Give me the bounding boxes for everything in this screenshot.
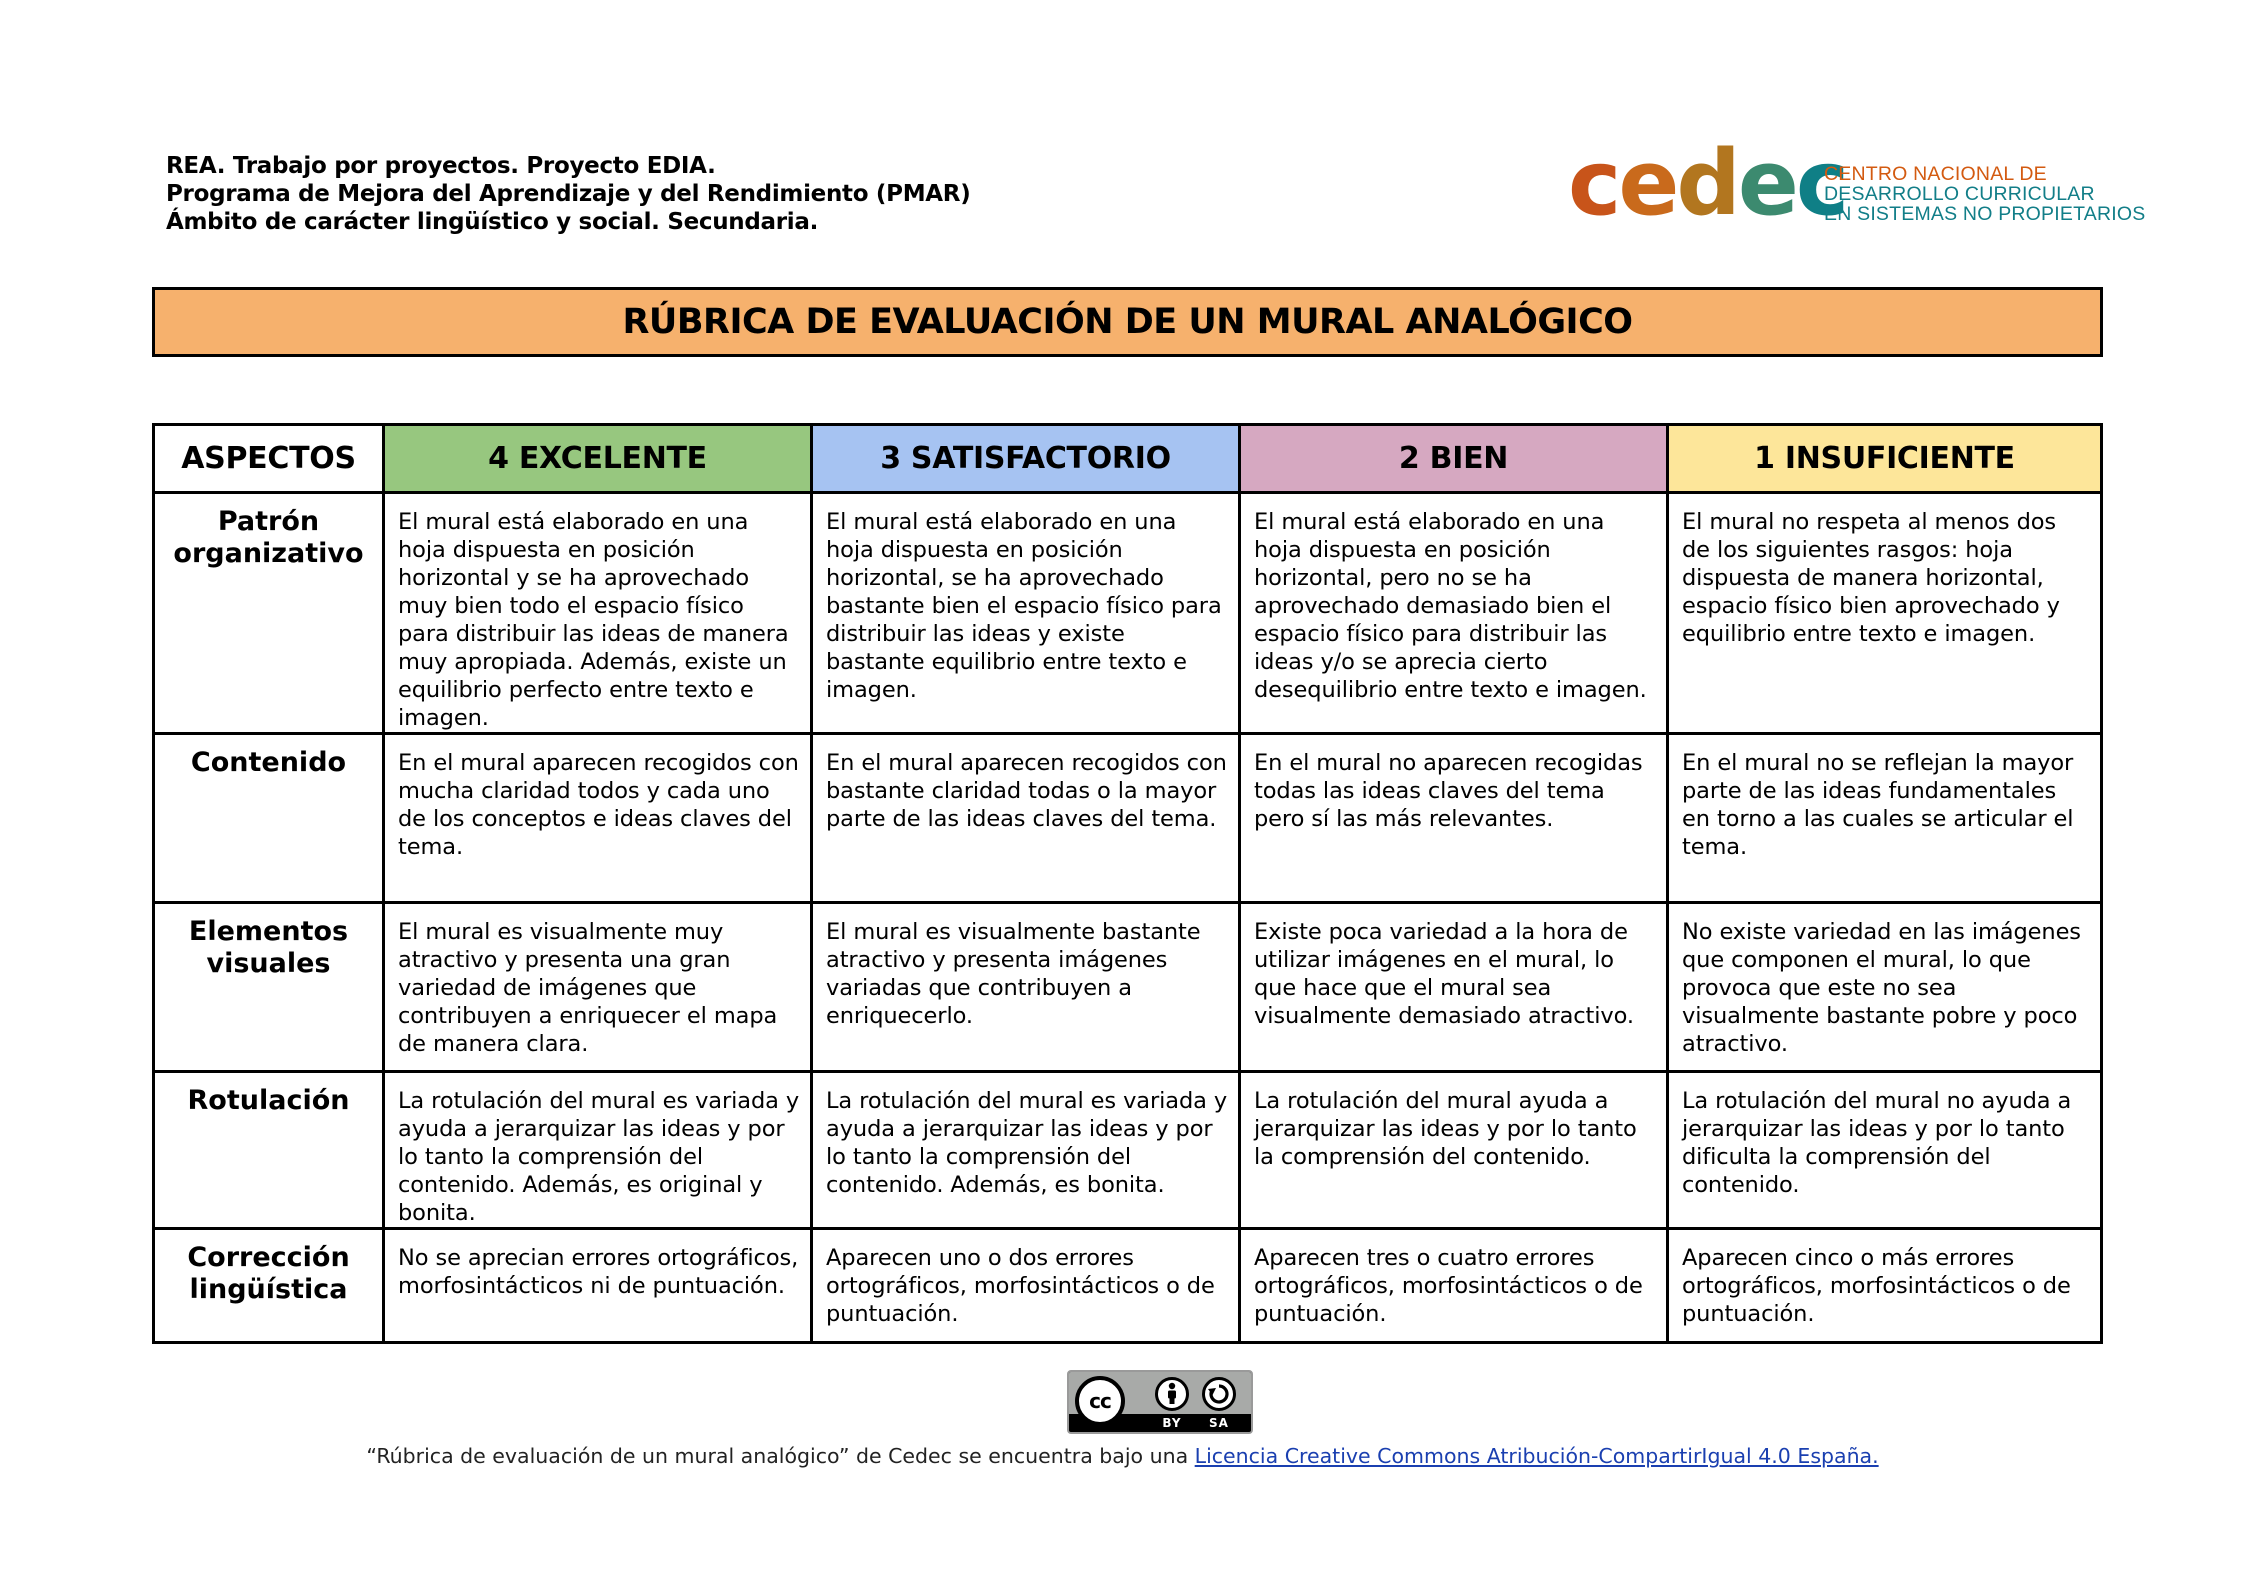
aspect-label: Rotulación (187, 1085, 350, 1116)
cedec-logo-wordmark (1568, 131, 1847, 236)
cc-sa-label: SA (1209, 1416, 1229, 1430)
logo-letter: c (1795, 131, 1847, 236)
table-row (154, 903, 2102, 1072)
header-line-3: Ámbito de carácter lingüístico y social. Secundaria. (166, 209, 819, 235)
license-footer (0, 1444, 2245, 1468)
criterion-cell: No se aprecian errores ortográficos, morfosintácticos ni de puntuación. (384, 1229, 812, 1343)
table-row (154, 1072, 2102, 1229)
header-aspectos: ASPECTOS (154, 425, 384, 493)
criterion-cell: Aparecen uno o dos errores ortográficos, morfosintácticos o de puntuación. (812, 1229, 1240, 1343)
header-insuficiente: 1 INSUFICIENTE (1668, 425, 2102, 493)
aspect-label: lingüística (189, 1274, 348, 1305)
aspect-label: Contenido (190, 747, 347, 778)
header-excelente: 4 EXCELENTE (384, 425, 812, 493)
table-row (154, 734, 2102, 903)
rubric-header-row (154, 425, 2102, 493)
criterion-cell: La rotulación del mural ayuda a jerarquizar las ideas y por lo tanto la comprensión del contenido. (1240, 1072, 1668, 1229)
header-satisfactorio: 3 SATISFACTORIO (812, 425, 1240, 493)
criterion-cell: El mural está elaborado en una hoja dispuesta en posición horizontal, se ha aprovechado bastante bien el espacio físico para distribuir las ideas y existe bastante equilibrio entre texto e imagen. (812, 493, 1240, 734)
aspect-label: Elementos (188, 916, 349, 947)
logo-tagline-line: CENTRO NACIONAL DE (1824, 163, 2047, 185)
criterion-cell: La rotulación del mural es variada y ayuda a jerarquizar las ideas y por lo tanto la comprensión del contenido. Además, es bonita. (812, 1072, 1240, 1229)
criterion-cell: En el mural aparecen recogidos con bastante claridad todas o la mayor parte de las ideas claves del tema. (812, 734, 1240, 903)
aspect-cell (154, 1072, 384, 1229)
aspect-label: visuales (206, 948, 331, 979)
criterion-cell: Existe poca variedad a la hora de utilizar imágenes en el mural, lo que hace que el mural sea visualmente demasiado atractivo. (1240, 903, 1668, 1072)
aspect-cell (154, 493, 384, 734)
document-header (166, 152, 970, 236)
criterion-cell: No existe variedad en las imágenes que componen el mural, lo que provoca que este no sea visualmente bastante pobre y poco atractivo. (1668, 903, 2102, 1072)
logo-letter: e (1737, 131, 1796, 236)
license-link[interactable]: Licencia Creative Commons Atribución-CompartirIgual 4.0 España. (1194, 1444, 1879, 1468)
aspect-label: Patrón (217, 506, 320, 537)
criterion-cell: La rotulación del mural no ayuda a jerarquizar las ideas y por lo tanto dificulta la comprensión del contenido. (1668, 1072, 2102, 1229)
logo-tagline-line: DESARROLLO CURRICULAR (1824, 183, 2095, 205)
aspect-cell (154, 734, 384, 903)
criterion-cell: El mural es visualmente bastante atractivo y presenta imágenes variadas que contribuyen a enriquecerlo. (812, 903, 1240, 1072)
header-line-1: REA. Trabajo por proyectos. Proyecto EDIA. (166, 153, 716, 179)
cedec-logo-tagline (1824, 164, 2145, 224)
footer-attribution: de Cedec se encuentra bajo una (849, 1444, 1195, 1468)
rubric-table (152, 423, 2103, 1344)
criterion-cell: El mural está elaborado en una hoja dispuesta en posición horizontal y se ha aprovechado muy bien todo el espacio físico para distribuir las ideas de manera muy apropiada. Además, existe un equilibrio perfecto entre texto e imagen. (384, 493, 812, 734)
criterion-cell: El mural está elaborado en una hoja dispuesta en posición horizontal, pero no se ha aprovechado demasiado bien el espacio físico para distribuir las ideas y/o se aprecia cierto desequilibrio entre texto e imagen. (1240, 493, 1668, 734)
criterion-cell: La rotulación del mural es variada y ayuda a jerarquizar las ideas y por lo tanto la comprensión del contenido. Además, es original y bonita. (384, 1072, 812, 1229)
cc-license-badge[interactable] (1067, 1370, 1253, 1434)
person-icon (1155, 1377, 1189, 1411)
criterion-cell: Aparecen cinco o más errores ortográficos, morfosintácticos o de puntuación. (1668, 1229, 2102, 1343)
criterion-cell: En el mural no se reflejan la mayor parte de las ideas fundamentales en torno a las cuales se articular el tema. (1668, 734, 2102, 903)
criterion-cell: En el mural no aparecen recogidas todas las ideas claves del tema pero sí las más relevantes. (1240, 734, 1668, 903)
logo-tagline-line: EN SISTEMAS NO PROPIETARIOS (1824, 203, 2146, 225)
table-row (154, 1229, 2102, 1343)
criterion-cell: El mural no respeta al menos dos de los siguientes rasgos: hoja dispuesta de manera horizontal, espacio físico bien aprovechado y equilibrio entre texto e imagen. (1668, 493, 2102, 734)
cedec-logo (1568, 131, 2146, 238)
footer-work-title: “Rúbrica de evaluación de un mural analógico” (366, 1444, 850, 1468)
aspect-label: organizativo (173, 538, 364, 569)
aspect-label: Corrección (187, 1242, 350, 1273)
aspect-cell (154, 1229, 384, 1343)
table-row (154, 493, 2102, 734)
header-bien: 2 BIEN (1240, 425, 1668, 493)
logo-letter: e (1618, 131, 1677, 236)
share-alike-icon (1202, 1377, 1236, 1411)
rubric-title: RÚBRICA DE EVALUACIÓN DE UN MURAL ANALÓGICO (152, 287, 2103, 357)
criterion-cell: En el mural aparecen recogidos con mucha claridad todos y cada uno de los conceptos e ideas claves del tema. (384, 734, 812, 903)
logo-letter: c (1568, 131, 1619, 236)
criterion-cell: Aparecen tres o cuatro errores ortográficos, morfosintácticos o de puntuación. (1240, 1229, 1668, 1343)
criterion-cell: El mural es visualmente muy atractivo y presenta una gran variedad de imágenes que contribuyen a enriquecer el mapa de manera clara. (384, 903, 812, 1072)
cc-icon: cc (1075, 1376, 1125, 1426)
logo-letter: d (1676, 131, 1738, 236)
aspect-cell (154, 903, 384, 1072)
header-line-2: Programa de Mejora del Aprendizaje y del Rendimiento (PMAR) (166, 181, 971, 207)
cc-by-label: BY (1162, 1416, 1182, 1430)
